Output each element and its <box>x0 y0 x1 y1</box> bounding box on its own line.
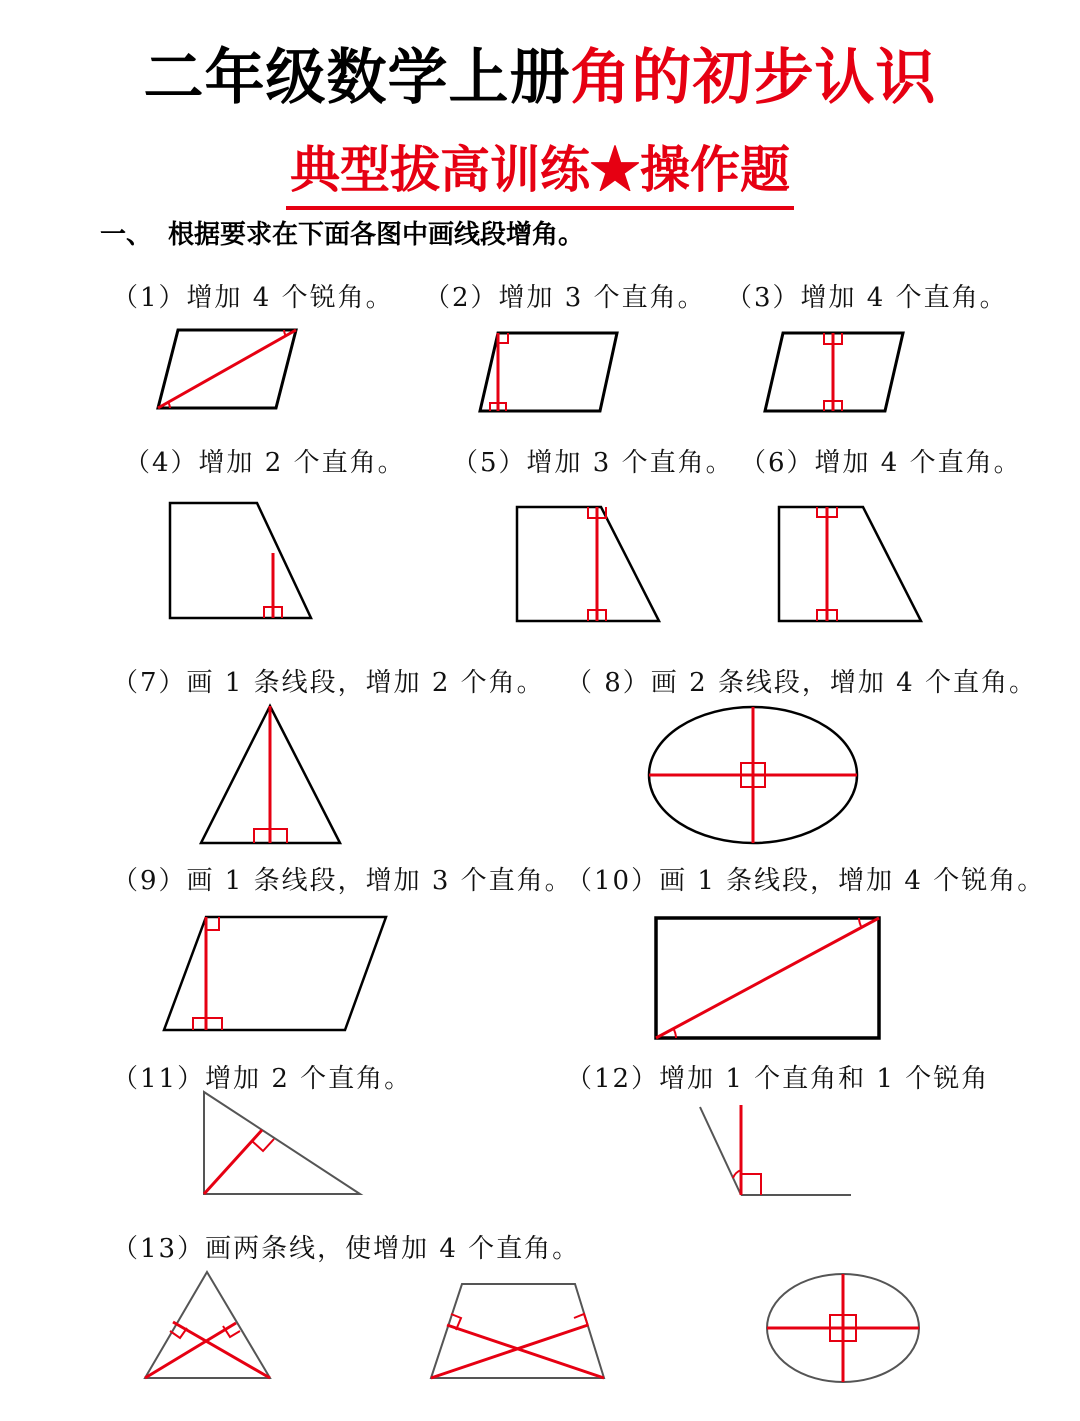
figure-11-right-triangle <box>204 1092 360 1194</box>
title-black-part: 二年级数学上册 <box>143 43 571 113</box>
question-5-label: （5）增加 3 个直角。 <box>452 448 734 478</box>
question-6-label: （6）增加 4 个直角。 <box>740 448 1022 478</box>
figure-13c-ellipse <box>767 1274 919 1382</box>
question-12-label: （12）增加 1 个直角和 1 个锐角 <box>566 1064 990 1094</box>
figure-7-triangle <box>201 706 340 843</box>
figure-8-ellipse <box>649 707 857 843</box>
figure-5-trapezoid <box>517 507 659 621</box>
question-11-label: （11）增加 2 个直角。 <box>112 1064 413 1094</box>
subtitle-text: 典型拔高训练★操作题 <box>286 130 794 210</box>
figure-9-parallelogram <box>164 917 386 1030</box>
figure-13b-trapezoid <box>431 1284 604 1378</box>
question-2-label: （2）增加 3 个直角。 <box>424 283 706 313</box>
question-4-label: （4）增加 2 个直角。 <box>124 448 406 478</box>
figure-6-trapezoid <box>779 507 921 621</box>
figure-13a-triangle <box>145 1272 270 1378</box>
figure-12-angle <box>700 1105 851 1195</box>
question-9-label: （9）画 1 条线段，增加 3 个直角。 <box>112 866 573 896</box>
question-10-label: （10）画 1 条线段，增加 4 个锐角。 <box>566 866 1046 896</box>
figure-2-parallelogram-height <box>480 333 617 411</box>
title-red-part: 角的初步认识 <box>570 43 937 113</box>
figure-3-parallelogram-middle-line <box>765 333 903 411</box>
question-7-label: （7）画 1 条线段，增加 2 个角。 <box>112 668 545 698</box>
section-instruction: 根据要求在下面各图中画线段增角。 <box>168 220 585 250</box>
question-1-label: （1）增加 4 个锐角。 <box>112 283 394 313</box>
figure-1-parallelogram-diagonal <box>158 330 296 408</box>
figure-10-rectangle <box>656 918 879 1038</box>
question-13-label: （13）画两条线，使增加 4 个直角。 <box>112 1234 581 1264</box>
question-3-label: （3）增加 4 个直角。 <box>726 283 1008 313</box>
figure-4-trapezoid <box>170 503 311 618</box>
section-number: 一、 <box>100 220 153 250</box>
question-8-label: （ 8）画 2 条线段，增加 4 个直角。 <box>566 668 1037 698</box>
